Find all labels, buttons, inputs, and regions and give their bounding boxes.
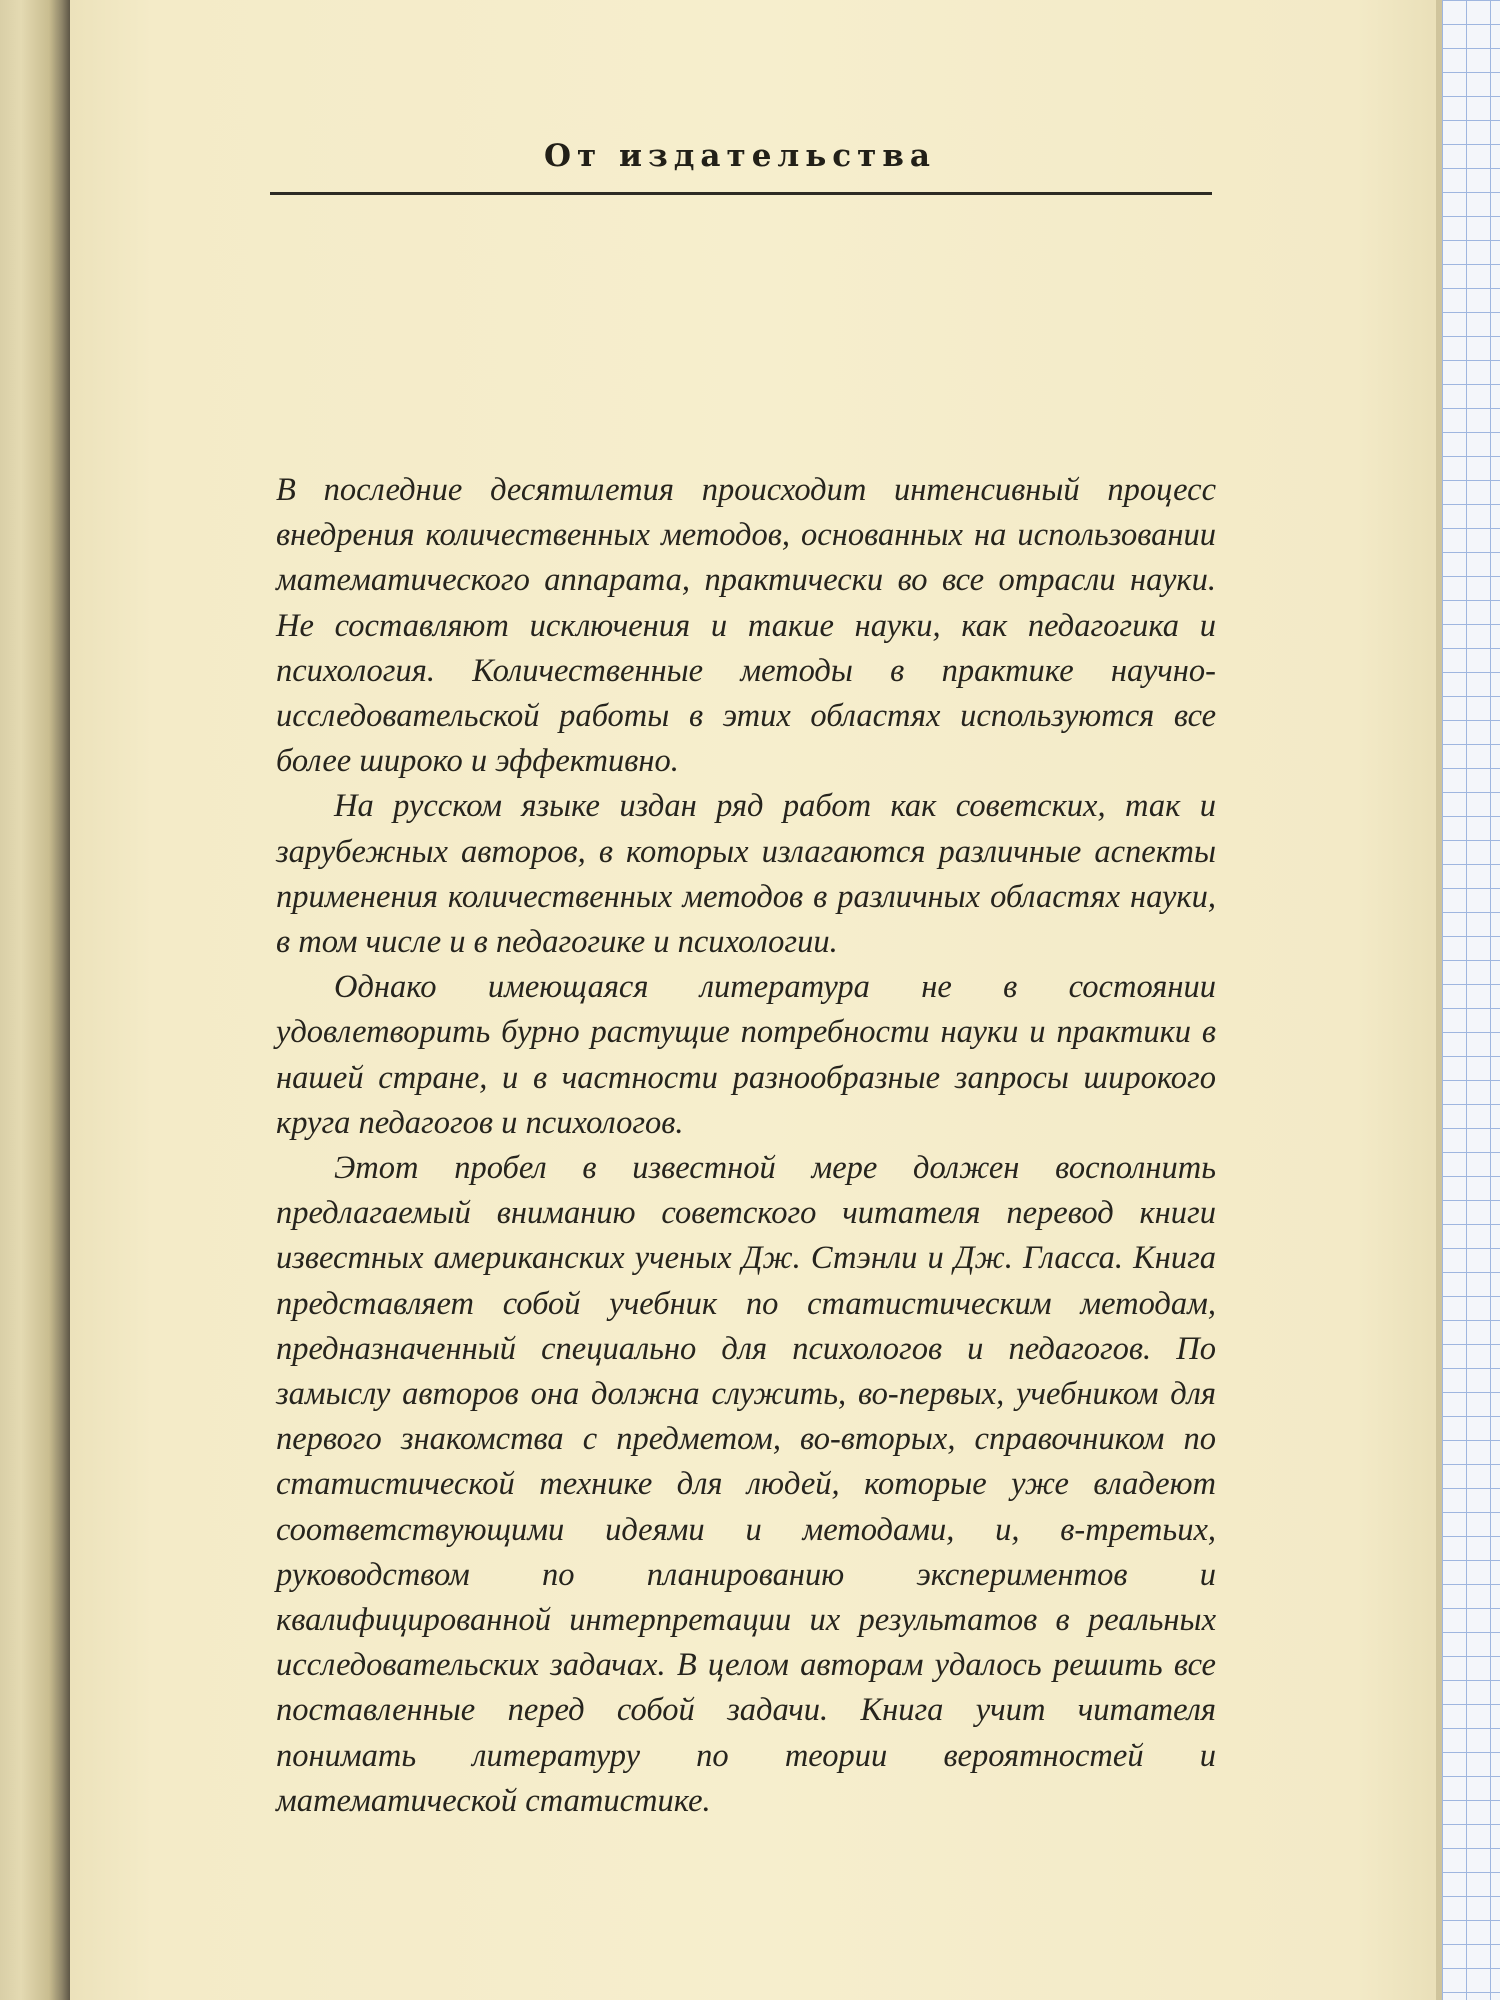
paragraph: Этот пробел в известной мере должен восполнить предлагаемый вниманию советского читателя перевод книги известных американских ученых Дж. Стэнли и Дж. Гласса. Книга представляет собой учебник по статистическим методам, предназначенный специально для психологов и педагогов. По замыслу авторов она должна служить, во-первых, учебником для первого знакомства с предметом, во-вторых, справочником по статистической технике для людей, которые уже владеют соответствующими идеями и методами, и, в-третьих, руководством по планированию экспериментов и квалифицированной интерпретации их результатов в реальных исследовательских задачах. В целом авторам удалось решить все поставленные перед собой задачи. Книга учит читателя понимать литературу по теории вероятностей и математической статистике. <box>276 1150 1216 1819</box>
heading-rule <box>270 192 1212 195</box>
paragraph: Однако имеющаяся литература не в состоянии удовлетворить бурно растущие потребности науки и практики в нашей стране, и в частности разнообразные запросы широкого круга педагогов и психологов. <box>276 969 1216 1141</box>
paragraph: В последние десятилетия происходит интенсивный процесс внедрения количественных методов, основанных на использовании математического аппарата, практически во все отрасли науки. Не составляют исключения и такие науки, как педагогика и психология. Количественные методы в практике научно-исследовательской работы в этих областях используются все более широко и эффективно. <box>276 472 1216 780</box>
page-heading: От издательства <box>543 138 937 174</box>
grid-paper-background <box>1442 0 1500 2000</box>
page-gutter <box>0 0 70 2000</box>
body-text <box>276 468 1216 1824</box>
paragraph: На русском языке издан ряд работ как советских, так и зарубежных авторов, в которых излагаются различные аспекты применения количественных методов в различных областях науки, в том числе и в педагогике и психологии. <box>276 788 1216 961</box>
